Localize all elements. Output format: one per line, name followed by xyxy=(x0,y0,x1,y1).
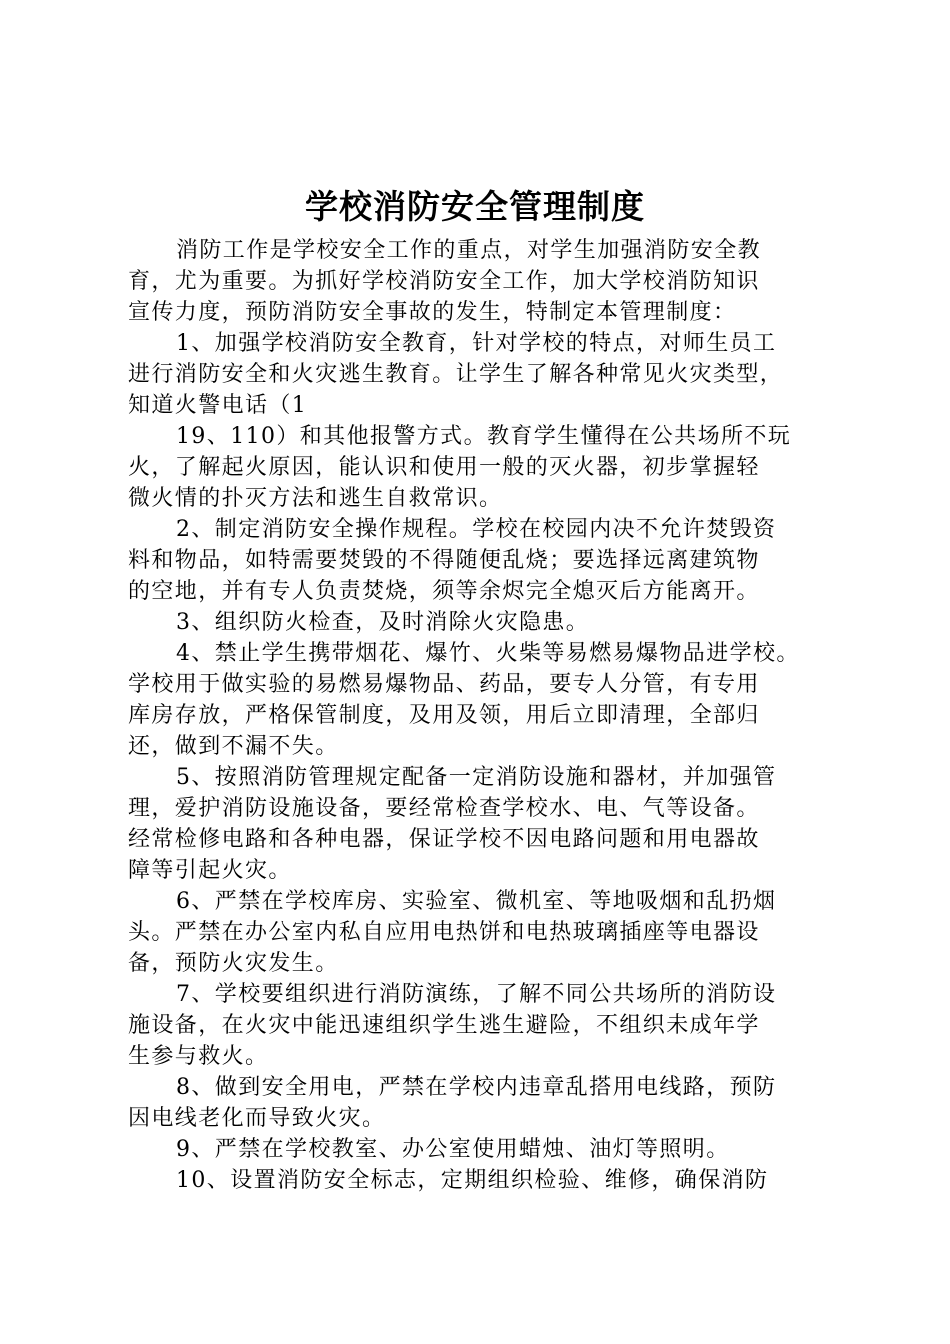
body-line: 经常检修电路和各种电器，保证学校不因电路问题和用电器故 xyxy=(128,827,760,852)
body-line: 料和物品，如特需要焚毁的不得随便乱烧；要选择远离建筑物 xyxy=(128,548,760,573)
body-line: 育，尤为重要。为抓好学校消防安全工作，加大学校消防知识 xyxy=(128,269,760,294)
body-line: 消防工作是学校安全工作的重点，对学生加强消防安全教 xyxy=(176,238,762,263)
body-line: 障等引起火灾。 xyxy=(128,858,292,883)
body-line: 施设备，在火灾中能迅速组织学生逃生避险，不组织未成年学 xyxy=(128,1013,760,1038)
body-line: 7、学校要组织进行消防演练，了解不同公共场所的消防设 xyxy=(176,982,777,1007)
body-line: 的空地，并有专人负责焚烧，须等余烬完全熄灭后方能离开。 xyxy=(128,579,760,604)
body-line: 19、110）和其他报警方式。教育学生懂得在公共场所不玩 xyxy=(176,424,792,449)
body-line: 3、组织防火检查，及时消除火灾隐患。 xyxy=(176,610,590,635)
body-line: 库房存放，严格保管制度，及用及领，用后立即清理，全部归 xyxy=(128,703,760,728)
body-line: 生参与救火。 xyxy=(128,1044,269,1069)
body-line: 学校用于做实验的易燃易爆物品、药品，要专人分管，有专用 xyxy=(128,672,760,697)
body-line: 还，做到不漏不失。 xyxy=(128,734,339,759)
body-line: 6、严禁在学校库房、实验室、微机室、等地吸烟和乱扔烟 xyxy=(176,889,777,914)
body-line: 因电线老化而导致火灾。 xyxy=(128,1106,386,1131)
document-body xyxy=(128,235,833,1196)
body-line: 9、严禁在学校教室、办公室使用蜡烛、油灯等照明。 xyxy=(176,1137,730,1162)
body-line: 8、做到安全用电，严禁在学校内违章乱搭用电线路，预防 xyxy=(176,1075,777,1100)
body-line: 火，了解起火原因，能认识和使用一般的灭火器，初步掌握轻 xyxy=(128,455,760,480)
document-title: 学校消防安全管理制度 xyxy=(305,187,645,226)
body-line: 5、按照消防管理规定配备一定消防设施和器材，并加强管 xyxy=(176,765,777,790)
body-line: 头。严禁在办公室内私自应用电热饼和电热玻璃插座等电器设 xyxy=(128,920,760,945)
body-line: 微火情的扑灭方法和逃生自救常识。 xyxy=(128,486,503,511)
body-line: 进行消防安全和火灾逃生教育。让学生了解各种常见火灾类型， xyxy=(128,362,784,387)
body-line: 1、加强学校消防安全教育，针对学校的特点，对师生员工 xyxy=(176,331,777,356)
body-line: 备，预防火灾发生。 xyxy=(128,951,339,976)
body-line: 知道火警电话（1 xyxy=(128,393,308,418)
body-line: 理，爱护消防设施设备，要经常检查学校水、电、气等设备。 xyxy=(128,796,760,821)
body-line: 宣传力度，预防消防安全事故的发生，特制定本管理制度： xyxy=(128,300,737,325)
body-line: 2、制定消防安全操作规程。学校在校园内决不允许焚毁资 xyxy=(176,517,777,542)
body-line: 4、禁止学生携带烟花、爆竹、火柴等易燃易爆物品进学校。 xyxy=(176,641,800,666)
body-line: 10、设置消防安全标志，定期组织检验、维修，确保消防 xyxy=(176,1168,769,1193)
